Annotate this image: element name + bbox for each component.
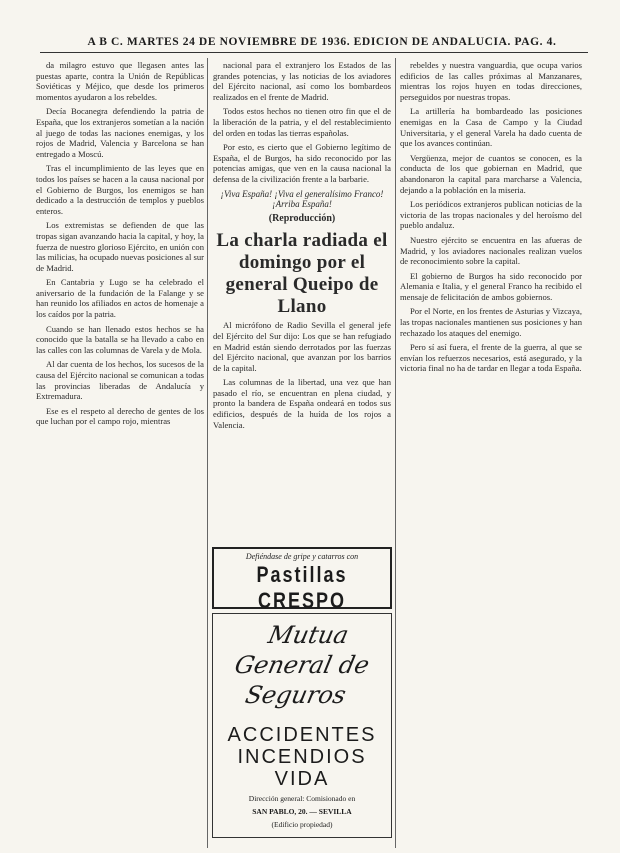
paragraph: El gobierno de Burgos ha sido reconocido por Alemania e Italia, y el general Franco ha recibido el mensaje de felicitación de ambos gobiernos. bbox=[400, 270, 582, 302]
paragraph: Por esto, es cierto que el Gobierno legítimo de España, el de Burgos, ha sido reconocido por las potencias amigas, que ven en la causa nacional la defensa de la civilización frente a la barbarie. bbox=[213, 142, 391, 184]
paragraph: da milagro estuvo que llegasen antes las puestas aparte, contra la Unión de Repúblicas Soviéticas y Méjico, que desde los primeros momentos ayudaron a los rebeldes. bbox=[36, 60, 204, 102]
paragraph: Vergüenza, mejor de cuantos se conocen, es la conducta de los que gobiernan en Madrid, que abandonaron la capital para marcharse a Valencia, dejando a la población en la miseria. bbox=[400, 152, 582, 195]
paragraph: Al dar cuenta de los hechos, los sucesos de la causa del Ejército nacional se comunican a todas las provincias liberadas de Andalucía y Extremadura. bbox=[36, 359, 204, 402]
paragraph: Todos estos hechos no tienen otro fin que el de la liberación de la patria, y el del restablecimiento del orden en todas las tierras españolas. bbox=[213, 106, 391, 138]
paragraph: Cuando se han llenado estos hechos se ha conocido que la batalla se ha llevado a cabo en las calles con las columnas de Varela y de Mola. bbox=[36, 323, 204, 355]
header-rule bbox=[40, 52, 588, 53]
ad-pastillas-crespo bbox=[212, 547, 392, 613]
paragraph: Al micrófono de Radio Sevilla el general jefe del Ejército del Sur dijo: Los que se han refugiado en Madrid están siendo derrotados por las fuerzas del Ejército nacional, que avanzan por los barrios de la capital. bbox=[213, 320, 391, 373]
paragraph: Pero sí así fuera, el frente de la guerra, al que se envían los refuerzos necesarios, está asegurado, y la victoria final no ha de tardar en llegar a toda España. bbox=[400, 342, 582, 374]
paragraph: La artillería ha bombardeado las posiciones enemigas en la Casa de Campo y la Ciudad Universitaria, y el general Varela ha dado cuenta de que los avances continúan. bbox=[400, 106, 582, 149]
ad-line-vida: VIDA bbox=[274, 768, 330, 790]
ad-line-accidentes: ACCIDENTES bbox=[227, 724, 377, 746]
paragraph: rebeldes y nuestra vanguardia, que ocupa varios edificios de las calles próximas al Manzanares, mientras los rojos huyen en todas direcciones, perseguidos por nuestras tropas. bbox=[400, 60, 582, 102]
paragraph: Los extremistas se defienden de que las tropas sigan avanzando hacia la capital, y hoy, la fuerza de nuestro glorioso Ejército, en unión con las milicias, ha ocupado nuevas posiciones al sur de Madrid. bbox=[36, 220, 205, 273]
column-right bbox=[400, 60, 582, 378]
paragraph: Decía Bocanegra defendiendo la patria de España, que los extranjeros sometían a la nación al juego de todas las naciones enemigas, y los rojos de Madrid, Valencia y Barcelona se han entregado a Moscú. bbox=[36, 106, 204, 159]
ad-address-note: (Edificio propiedad) bbox=[271, 820, 333, 829]
paragraph: Tras el incumplimiento de las leyes que en todos los países se hacen a la causa nacional por el Gobierno de Burgos, los enemigos se han dedicado a la destrucción de templos y pueblos enteros. bbox=[36, 163, 204, 216]
paragraph: Los periódicos extranjeros publican noticias de la victoria de las tropas nacionales y del heroísmo del pueblo andaluz. bbox=[400, 199, 582, 231]
article-title: La charla radiada el domingo por el general Queipo de Llano bbox=[216, 230, 388, 318]
paragraph: Por el Norte, en los frentes de Asturias y Vizcaya, las tropas nacionales mantienen sus posiciones y han rechazado los ataques del enemigo. bbox=[400, 306, 582, 338]
page-header: A B C. MARTES 24 DE NOVIEMBRE DE 1936. EDICION DE ANDALUCIA. PAG. 4. bbox=[87, 36, 557, 48]
paragraph: Las columnas de la libertad, una vez que han pasado el río, se encuentran en plena ciudad, y pronto la bandera de España ondeará en todos sus edificios, después de la huída de los rojos a Valencia. bbox=[213, 377, 391, 430]
closing-cheer: ¡Viva España! ¡Viva el generalísimo Franco! ¡Arriba España! bbox=[220, 188, 384, 210]
ad-script-title: Mutua General de Seguros bbox=[232, 621, 372, 709]
column-left bbox=[36, 60, 204, 431]
paragraph: Ese es el respeto al derecho de gentes de los que luchan por el campo rojo, mientras bbox=[36, 405, 204, 427]
ad-brand: Pastillas CRESPO bbox=[256, 561, 348, 613]
ad-mutua-general bbox=[212, 613, 392, 838]
ad-line-incendios: INCENDIOS bbox=[237, 746, 367, 768]
paragraph: En Cantabria y Lugo se ha celebrado el aniversario de la fundación de la Falange y se han reunido los afiliados en actos de homenaje a los caídos por la patria. bbox=[36, 277, 204, 320]
ad-tagline: Defiéndase de gripe y catarros con bbox=[245, 552, 359, 561]
ad-address-intro: Dirección general: Comisionado en bbox=[248, 794, 356, 803]
column-middle bbox=[213, 60, 391, 434]
paragraph: nacional para el extranjero los Estados de las grandes potencias, y las noticias de los aviadores del Ejército nacional, así como los bombardeos realizados en el frente de Madrid. bbox=[213, 60, 391, 102]
paragraph: Nuestro ejército se encuentra en las afueras de Madrid, y los aviadores nacionales realizan vuelos de reconocimiento sobre la capital. bbox=[400, 234, 582, 267]
subhead: (Reproducción) bbox=[268, 212, 336, 224]
column-divider bbox=[395, 58, 396, 848]
column-divider bbox=[207, 58, 208, 848]
ad-address: SAN PABLO, 20. — SEVILLA bbox=[252, 807, 352, 816]
